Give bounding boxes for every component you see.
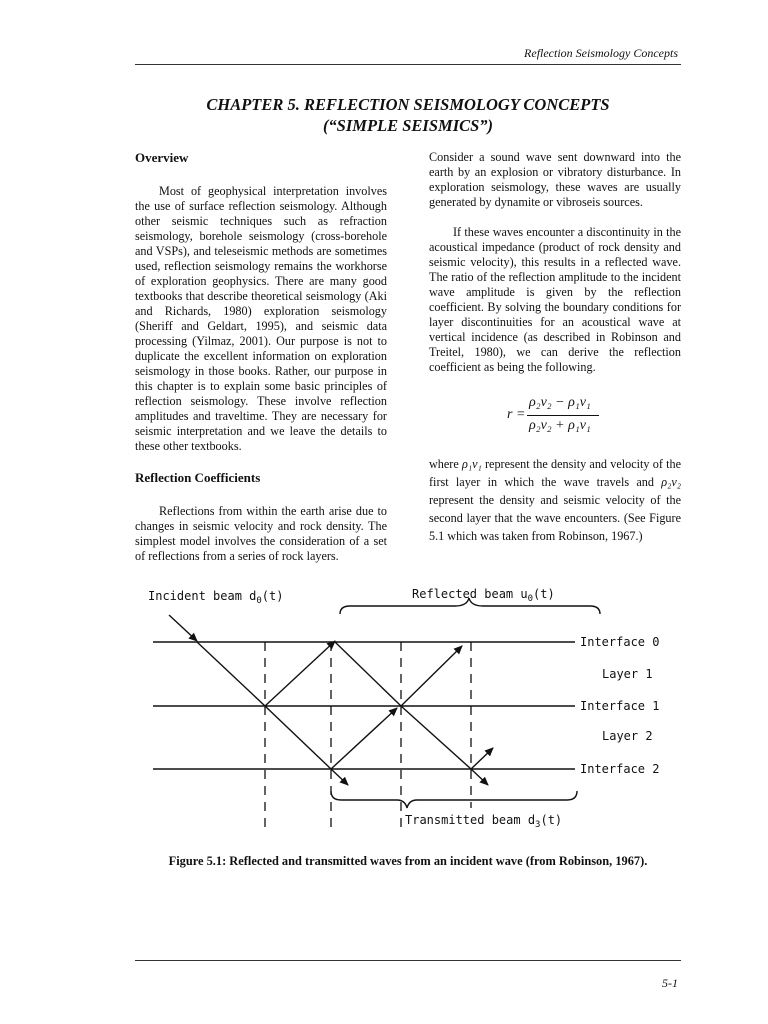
equation-lhs: r = (507, 407, 526, 422)
incident-beam-label: Incident beam $d_0(t)$ (148, 589, 284, 606)
symbol-rho1-v1: ρ₁v₁ (462, 457, 482, 471)
figure-5-1 (135, 578, 665, 840)
right-column (429, 150, 681, 545)
chapter-title-line1: CHAPTER 5. REFLECTION SEISMOLOGY CONCEPTS (206, 95, 610, 114)
running-head: Reflection Seismology Concepts (524, 46, 678, 60)
equation-denominator: ρ₂v₂ + ρ₁v₁ (529, 418, 591, 433)
equation-numerator: ρ₂v₂ − ρ₁v₁ (529, 395, 591, 410)
interface-0-label: Interface 0 (580, 635, 660, 649)
overview-heading: Overview (135, 150, 189, 165)
left-column (135, 150, 387, 564)
equation-fraction-bar (527, 415, 599, 416)
transmitted-beam-label: Transmitted beam $d_3(t)$ (405, 813, 563, 830)
wave-diagram (135, 578, 665, 840)
interface-2-label: Interface 2 (580, 762, 660, 776)
reflection-coefficient-equation (429, 395, 681, 439)
reflected-beam-label: Reflected beam $u_0(t)$ (412, 587, 555, 604)
footer-rule (135, 960, 681, 961)
page-number: 5-1 (662, 976, 678, 990)
interface-1-label: Interface 1 (580, 699, 660, 713)
right-paragraph-1: Consider a sound wave sent downward into the earth by an explosion or vibratory disturbance. In exploration seismology, these waves are usually generated by dynamite or vibroseis sources. (429, 150, 681, 209)
figure-caption: Figure 5.1: Reflected and transmitted waves from an incident wave (from Robinson, 1967). (168, 854, 648, 868)
right-paragraph-2: If these waves encounter a discontinuity in the acoustical impedance (product of rock density and seismic velocity), this results in a reflected wave. The ratio of the reflection amplitude to the incident wave amplitude is given by the reflection coefficient. By solving the boundary conditions for layer discontinuities for an acoustical wave at vertical incidence (as described in Robinson and Treitel, 1980), we can derive the reflection coefficient as being the following. (429, 225, 681, 374)
chapter-title-line2: (“SIMPLE SEISMICS”) (322, 116, 494, 135)
right-paragraph-3 (429, 455, 681, 545)
first-layer-text: represent the density and velocity of the first layer in which the wave travels and (429, 457, 682, 489)
chapter-title (135, 94, 681, 136)
symbol-rho2-v2: ρ₂v₂ (661, 475, 681, 489)
reflection-paragraph: Reflections from within the earth arise due to changes in seismic velocity and rock density. The simplest model involves the consideration of a set of reflections from a series of rock layers. (135, 504, 387, 563)
layer-2-label: Layer 2 (602, 729, 653, 743)
layer-1-label: Layer 1 (602, 667, 653, 681)
overview-paragraph: Most of geophysical interpretation involves the use of surface reflection seismology. Although other seismic techniques such as refraction seismology, borehole seismology (cross-borehole and VSPs), and teleseismic methods are sometimes used, reflection seismology remains the workhorse of exploration geophysics. There are many good textbooks that describe theoretical seismology (Aki and Richards, 1980) exploration seismology (Sheriff and Geldart, 1995), and seismic data processing (Yilmaz, 2001). Our purpose is not to duplicate the excellent information on exploration seismology in those books. Rather, our purpose in this chapter is to explain some basic principles of reflection seismology. These involve reflection amplitudes and traveltime. They are necessary for seismic interpretation and we leave the details to these other textbooks. (135, 184, 387, 453)
header-rule (135, 64, 681, 65)
where-text: where (429, 457, 459, 471)
transmitted-brace (331, 791, 577, 808)
second-layer-text: represent the density and seismic velocity of the second layer that the wave encounters. (See Figure 5.1 which was taken from Robinson, 1967.) (429, 493, 681, 543)
reflected-brace (340, 598, 600, 614)
reflection-coefficients-heading: Reflection Coefficients (135, 470, 261, 485)
